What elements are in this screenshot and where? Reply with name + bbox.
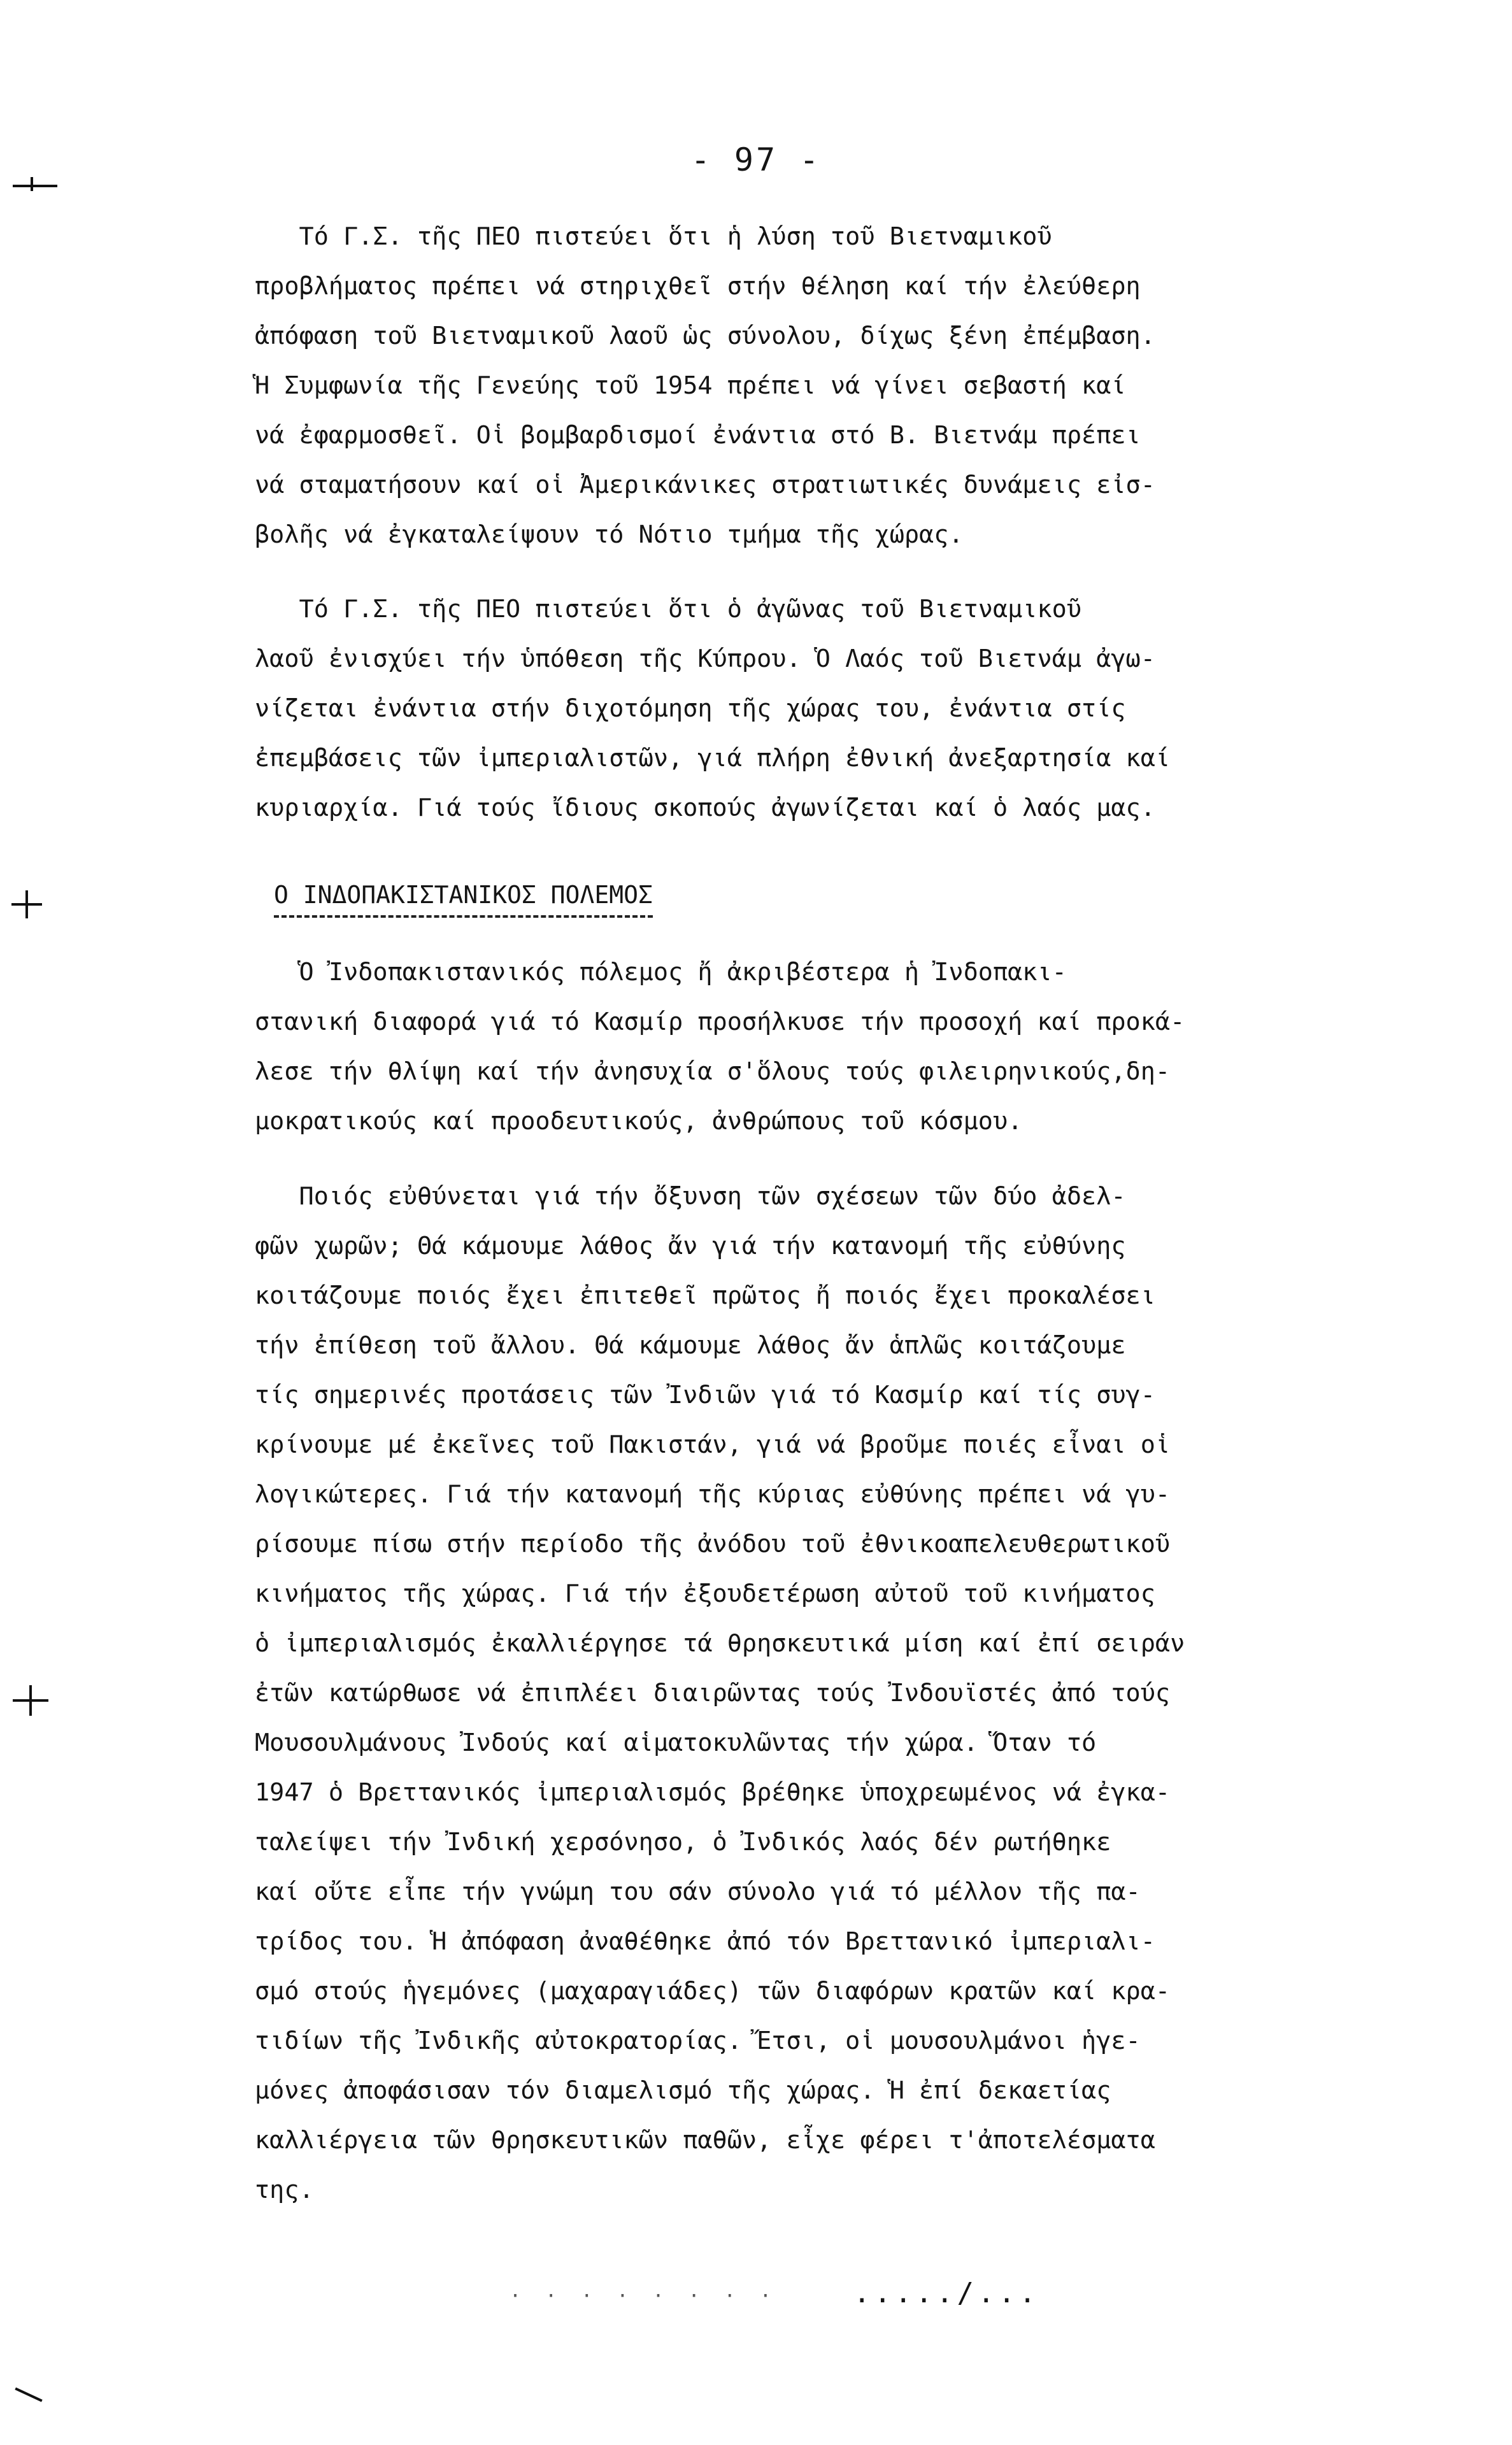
text-line: καί οὔτε εἶπε τήν γνώμη του σάν σύνολο γιά τό μέλλον τῆς πα- xyxy=(255,1878,1141,1906)
scan-mark-lower-tick xyxy=(29,1685,32,1716)
text-line: ρίσουμε πίσω στήν περίοδο τῆς ἀνόδου τοῦ ἐθνικοαπελευθερωτικοῦ xyxy=(255,1530,1171,1558)
text-line: Ἡ Συμφωνία τῆς Γενεύης τοῦ 1954 πρέπει νά γίνει σεβαστή καί xyxy=(255,371,1126,400)
text-line: ὁ ἰμπεριαλισμός ἐκαλλιέργησε τά θρησκευτικά μίση καί ἐπί σειράν xyxy=(255,1629,1185,1658)
text-line: ἐπεμβάσεις τῶν ἰμπεριαλιστῶν, γιά πλήρη ἐθνική ἀνεξαρτησία καί xyxy=(255,744,1171,773)
scan-mark-bottom xyxy=(15,2387,42,2402)
text-line: στανική διαφορά γιά τό Κασμίρ προσήλκυσε τήν προσοχή καί προκά- xyxy=(255,1008,1185,1036)
continuation-mark: ...../... xyxy=(853,2277,1040,2309)
text-line: Ὁ Ἰνδοπακιστανικός πόλεμος ἤ ἀκριβέστερα ἡ Ἰνδοπακι- xyxy=(255,958,1067,987)
text-line: τίς σημερινές προτάσεις τῶν Ἰνδιῶν γιά τό Κασμίρ καί τίς συγ- xyxy=(255,1381,1155,1409)
text-line: 1947 ὁ Βρεττανικός ἰμπεριαλισμός βρέθηκε ὑποχρεωμένος νά ἐγκα- xyxy=(255,1778,1171,1807)
scan-mark-top-tick xyxy=(31,177,33,191)
text-line: μοκρατικούς καί προοδευτικούς, ἀνθρώπους τοῦ κόσμου. xyxy=(255,1107,1023,1136)
text-line: σμό στούς ἡγεμόνες (μαχαραγιάδες) τῶν διαφόρων κρατῶν καί κρα- xyxy=(255,1977,1171,2006)
text-line: βολῆς νά ἐγκαταλείψουν τό Νότιο τμήμα τῆς χώρας. xyxy=(255,520,964,549)
text-line: προβλήματος πρέπει νά στηριχθεῖ στήν θέληση καί τήν ἐλεύθερη xyxy=(255,272,1141,301)
text-line: τήν ἐπίθεση τοῦ ἄλλου. Θά κάμουμε λάθος ἄν ἁπλῶς κοιτάζουμε xyxy=(255,1331,1126,1360)
scan-mark-top xyxy=(13,185,57,187)
text-line: φῶν χωρῶν; Θά κάμουμε λάθος ἄν γιά τήν κατανομή τῆς εὐθύνης xyxy=(255,1232,1126,1260)
paragraph-indopakistan-2 xyxy=(255,1172,1401,2215)
paragraph-indopakistan-1 xyxy=(255,948,1401,1146)
text-line: ἀπόφαση τοῦ Βιετναμικοῦ λαοῦ ὡς σύνολου, δίχως ξένη ἐπέμβαση. xyxy=(255,322,1155,350)
paragraph-vietnam-2 xyxy=(255,585,1401,833)
text-line: καλλιέργεια τῶν θρησκευτικῶν παθῶν, εἶχε φέρει τ'ἀποτελέσματα xyxy=(255,2126,1155,2155)
page-number: - 97 - xyxy=(690,141,822,178)
text-line: Ποιός εὐθύνεται γιά τήν ὄξυνση τῶν σχέσεων τῶν δύο ἀδελ- xyxy=(255,1182,1126,1211)
text-line: κρίνουμε μέ ἐκεῖνες τοῦ Πακιστάν, γιά νά βροῦμε ποιές εἶναι οἱ xyxy=(255,1430,1171,1459)
text-line: λαοῦ ἐνισχύει τήν ὑπόθεση τῆς Κύπρου. Ὁ Λαός τοῦ Βιετνάμ ἀγω- xyxy=(255,645,1155,673)
text-line: Τό Γ.Σ. τῆς ΠΕΟ πιστεύει ὅτι ὁ ἀγῶνας τοῦ Βιετναμικοῦ xyxy=(255,595,1082,624)
text-line: μόνες ἀποφάσισαν τόν διαμελισμό τῆς χώρας. Ἡ ἐπί δεκαετίας xyxy=(255,2076,1111,2105)
text-line: της. xyxy=(255,2176,314,2204)
section-heading: Ο ΙΝΔΟΠΑΚΙΣΤΑΝΙΚΟΣ ΠΟΛΕΜΟΣ xyxy=(274,876,653,918)
text-line: κυριαρχία. Γιά τούς ἴδιους σκοπούς ἀγωνίζεται καί ὁ λαός μας. xyxy=(255,794,1155,822)
scan-mark-middle-tick xyxy=(25,890,28,918)
text-line: κοιτάζουμε ποιός ἔχει ἐπιτεθεῖ πρῶτος ἤ ποιός ἔχει προκαλέσει xyxy=(255,1281,1155,1310)
text-line: λεσε τήν θλίψη καί τήν ἀνησυχία σ'ὅλους τούς φιλειρηνικούς,δη- xyxy=(255,1057,1171,1086)
text-line: Μουσουλμάνους Ἰνδούς καί αἱματοκυλῶντας τήν χώρα. Ὅταν τό xyxy=(255,1729,1097,1757)
text-line: ταλείψει τήν Ἰνδική χερσόνησο, ὁ Ἰνδικός λαός δέν ρωτήθηκε xyxy=(255,1828,1111,1857)
text-line: Τό Γ.Σ. τῆς ΠΕΟ πιστεύει ὅτι ἡ λύση τοῦ Βιετναμικοῦ xyxy=(255,222,1052,251)
scan-noise-dots: · · · · · · · · xyxy=(510,2285,778,2307)
paragraph-vietnam-1 xyxy=(255,212,1401,560)
text-line: τρίδος του. Ἡ ἀπόφαση ἀναθέθηκε ἀπό τόν Βρεττανικό ἰμπεριαλι- xyxy=(255,1927,1155,1956)
text-line: ἐτῶν κατώρθωσε νά ἐπιπλέει διαιρῶντας τούς Ἰνδουϊστές ἀπό τούς xyxy=(255,1679,1171,1707)
text-line: νά σταματήσουν καί οἱ Ἀμερικάνικες στρατιωτικές δυνάμεις εἰσ- xyxy=(255,471,1155,499)
text-line: τιδίων τῆς Ἰνδικῆς αὐτοκρατορίας. Ἔτσι, οἱ μουσουλμάνοι ἡγε- xyxy=(255,2027,1141,2055)
text-line: νίζεται ἐνάντια στήν διχοτόμηση τῆς χώρας του, ἐνάντια στίς xyxy=(255,694,1126,723)
text-line: κινήματος τῆς χώρας. Γιά τήν ἐξουδετέρωση αὐτοῦ τοῦ κινήματος xyxy=(255,1579,1155,1608)
text-line: λογικώτερες. Γιά τήν κατανομή τῆς κύριας εὐθύνης πρέπει νά γυ- xyxy=(255,1480,1171,1509)
text-line: νά ἐφαρμοσθεῖ. Οἱ βομβαρδισμοί ἐνάντια στό Β. Βιετνάμ πρέπει xyxy=(255,421,1141,450)
